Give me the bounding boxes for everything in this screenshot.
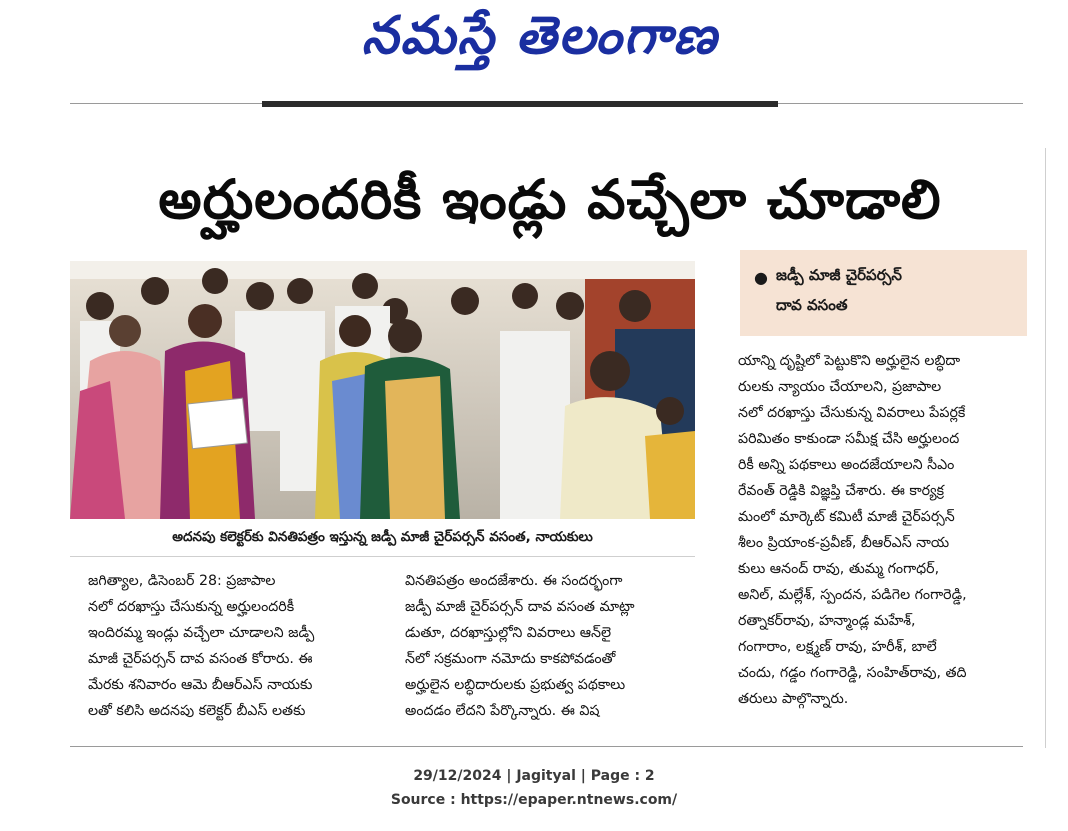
text-line: అనిల్, మల్లేశ్, స్పందన, పడిగెల గంగారెడ్డి,	[738, 587, 967, 603]
text-line: రికీ అన్ని పథకాలు అందజేయాలని సీఎం	[738, 457, 955, 473]
text-line: మేరకు శనివారం ఆమె బీఆర్‌ఎస్ నాయకు	[88, 677, 313, 693]
text-line: నలో దరఖాస్తు చేసుకున్న వివరాలు పేపర్లకే	[738, 405, 966, 421]
text-line: చందు, గడ్డం గంగారెడ్డి, సంహిత్‌రావు, తది	[738, 665, 967, 681]
header-accent-bar	[262, 101, 778, 107]
subhead-line: జడ్పీ మాజీ చైర్‌పర్సన్	[776, 266, 902, 284]
text-line: నలో దరఖాస్తు చేసుకున్న అర్హులందరికీ	[88, 599, 295, 615]
publication-info: 29/12/2024 | Jagityal | Page : 2	[413, 768, 655, 784]
text-line: రులకు న్యాయం చేయాలని, ప్రజాపాల	[738, 379, 942, 395]
text-line: జడ్పీ మాజీ చైర్‌పర్సన్ దావ వసంత మాట్లా	[405, 599, 635, 615]
text-line: తరులు పాల్గొన్నారు.	[738, 691, 849, 707]
text-line: అందడం లేదని పేర్కొన్నారు. ఈ విష	[405, 703, 600, 719]
text-line: రేవంత్ రెడ్డికి విజ్ఞప్తి చేశారు. ఈ కార్యక్ర	[738, 483, 944, 499]
masthead	[0, 0, 1068, 80]
footer-divider	[70, 746, 1023, 747]
text-line: జగిత్యాల, డిసెంబర్ 28: ప్రజాపాల	[88, 573, 276, 589]
article-column-2	[405, 568, 695, 724]
text-line: కులు ఆనంద్ రావు, తుమ్మ గంగాధర్,	[738, 561, 940, 577]
bullet-icon: ●	[754, 268, 768, 287]
article-column-3	[738, 348, 1028, 712]
news-photo	[70, 261, 695, 519]
text-line: ఇందిరమ్మ ఇండ్లు వచ్చేలా చూడాలని జడ్పీ	[88, 625, 315, 641]
text-line: న్‌లో సక్రమంగా నమోదు కాకపోవడంతో	[405, 651, 616, 667]
text-line: డుతూ, దరఖాస్తుల్లోని వివరాలు ఆన్‌లై	[405, 625, 612, 641]
column-divider	[1045, 148, 1046, 748]
text-line: మంలో మార్కెట్ కమిటీ మాజీ చైర్‌పర్సన్	[738, 509, 955, 525]
text-line: వినతిపత్రం అందజేశారు. ఈ సందర్భంగా	[405, 573, 623, 589]
group-photo-illustration	[70, 261, 695, 519]
text-line: రత్నాకర్‌రావు, హన్మాండ్ల మహేశ్,	[738, 613, 916, 629]
text-line: యాన్ని దృష్టిలో పెట్టుకొని అర్హులైన లబ్ధిదా	[738, 353, 961, 369]
text-line: శీలం ప్రియాంక-ప్రవీణ్, బీఆర్‌ఎస్ నాయ	[738, 535, 950, 551]
subhead-line: దావ వసంత	[776, 296, 848, 314]
newspaper-logo: నమస్తే తెలంగాణ	[361, 6, 719, 66]
subhead-text	[776, 260, 1016, 320]
article-headline: అర్హులందరికీ ఇండ్లు వచ్చేలా చూడాలి	[158, 168, 942, 231]
text-line: గంగారాం, లక్ష్మణ్ రావు, హరీశ్, బాలే	[738, 639, 937, 655]
photo-caption: అదనపు కలెక్టర్‌కు వినతిపత్రం ఇస్తున్న జడ్పీ మాజీ చైర్‌పర్సన్ వసంత, నాయకులు	[172, 529, 593, 545]
caption-divider	[70, 556, 695, 557]
subhead-box	[740, 250, 1027, 336]
text-line: అర్హులైన లబ్ధిదారులకు ప్రభుత్వ పథకాలు	[405, 677, 626, 693]
text-line: మాజీ చైర్‌పర్సన్ దావ వసంత కోరారు. ఈ	[88, 651, 313, 667]
text-line: లతో కలిసి అదనపు కలెక్టర్ బీఎస్ లతకు	[88, 703, 306, 719]
source-link[interactable]: Source : https://epaper.ntnews.com/	[390, 792, 678, 808]
text-line: పరిమితం కాకుండా సమీక్ష చేసి అర్హులంద	[738, 431, 960, 447]
article-column-1	[88, 568, 363, 724]
